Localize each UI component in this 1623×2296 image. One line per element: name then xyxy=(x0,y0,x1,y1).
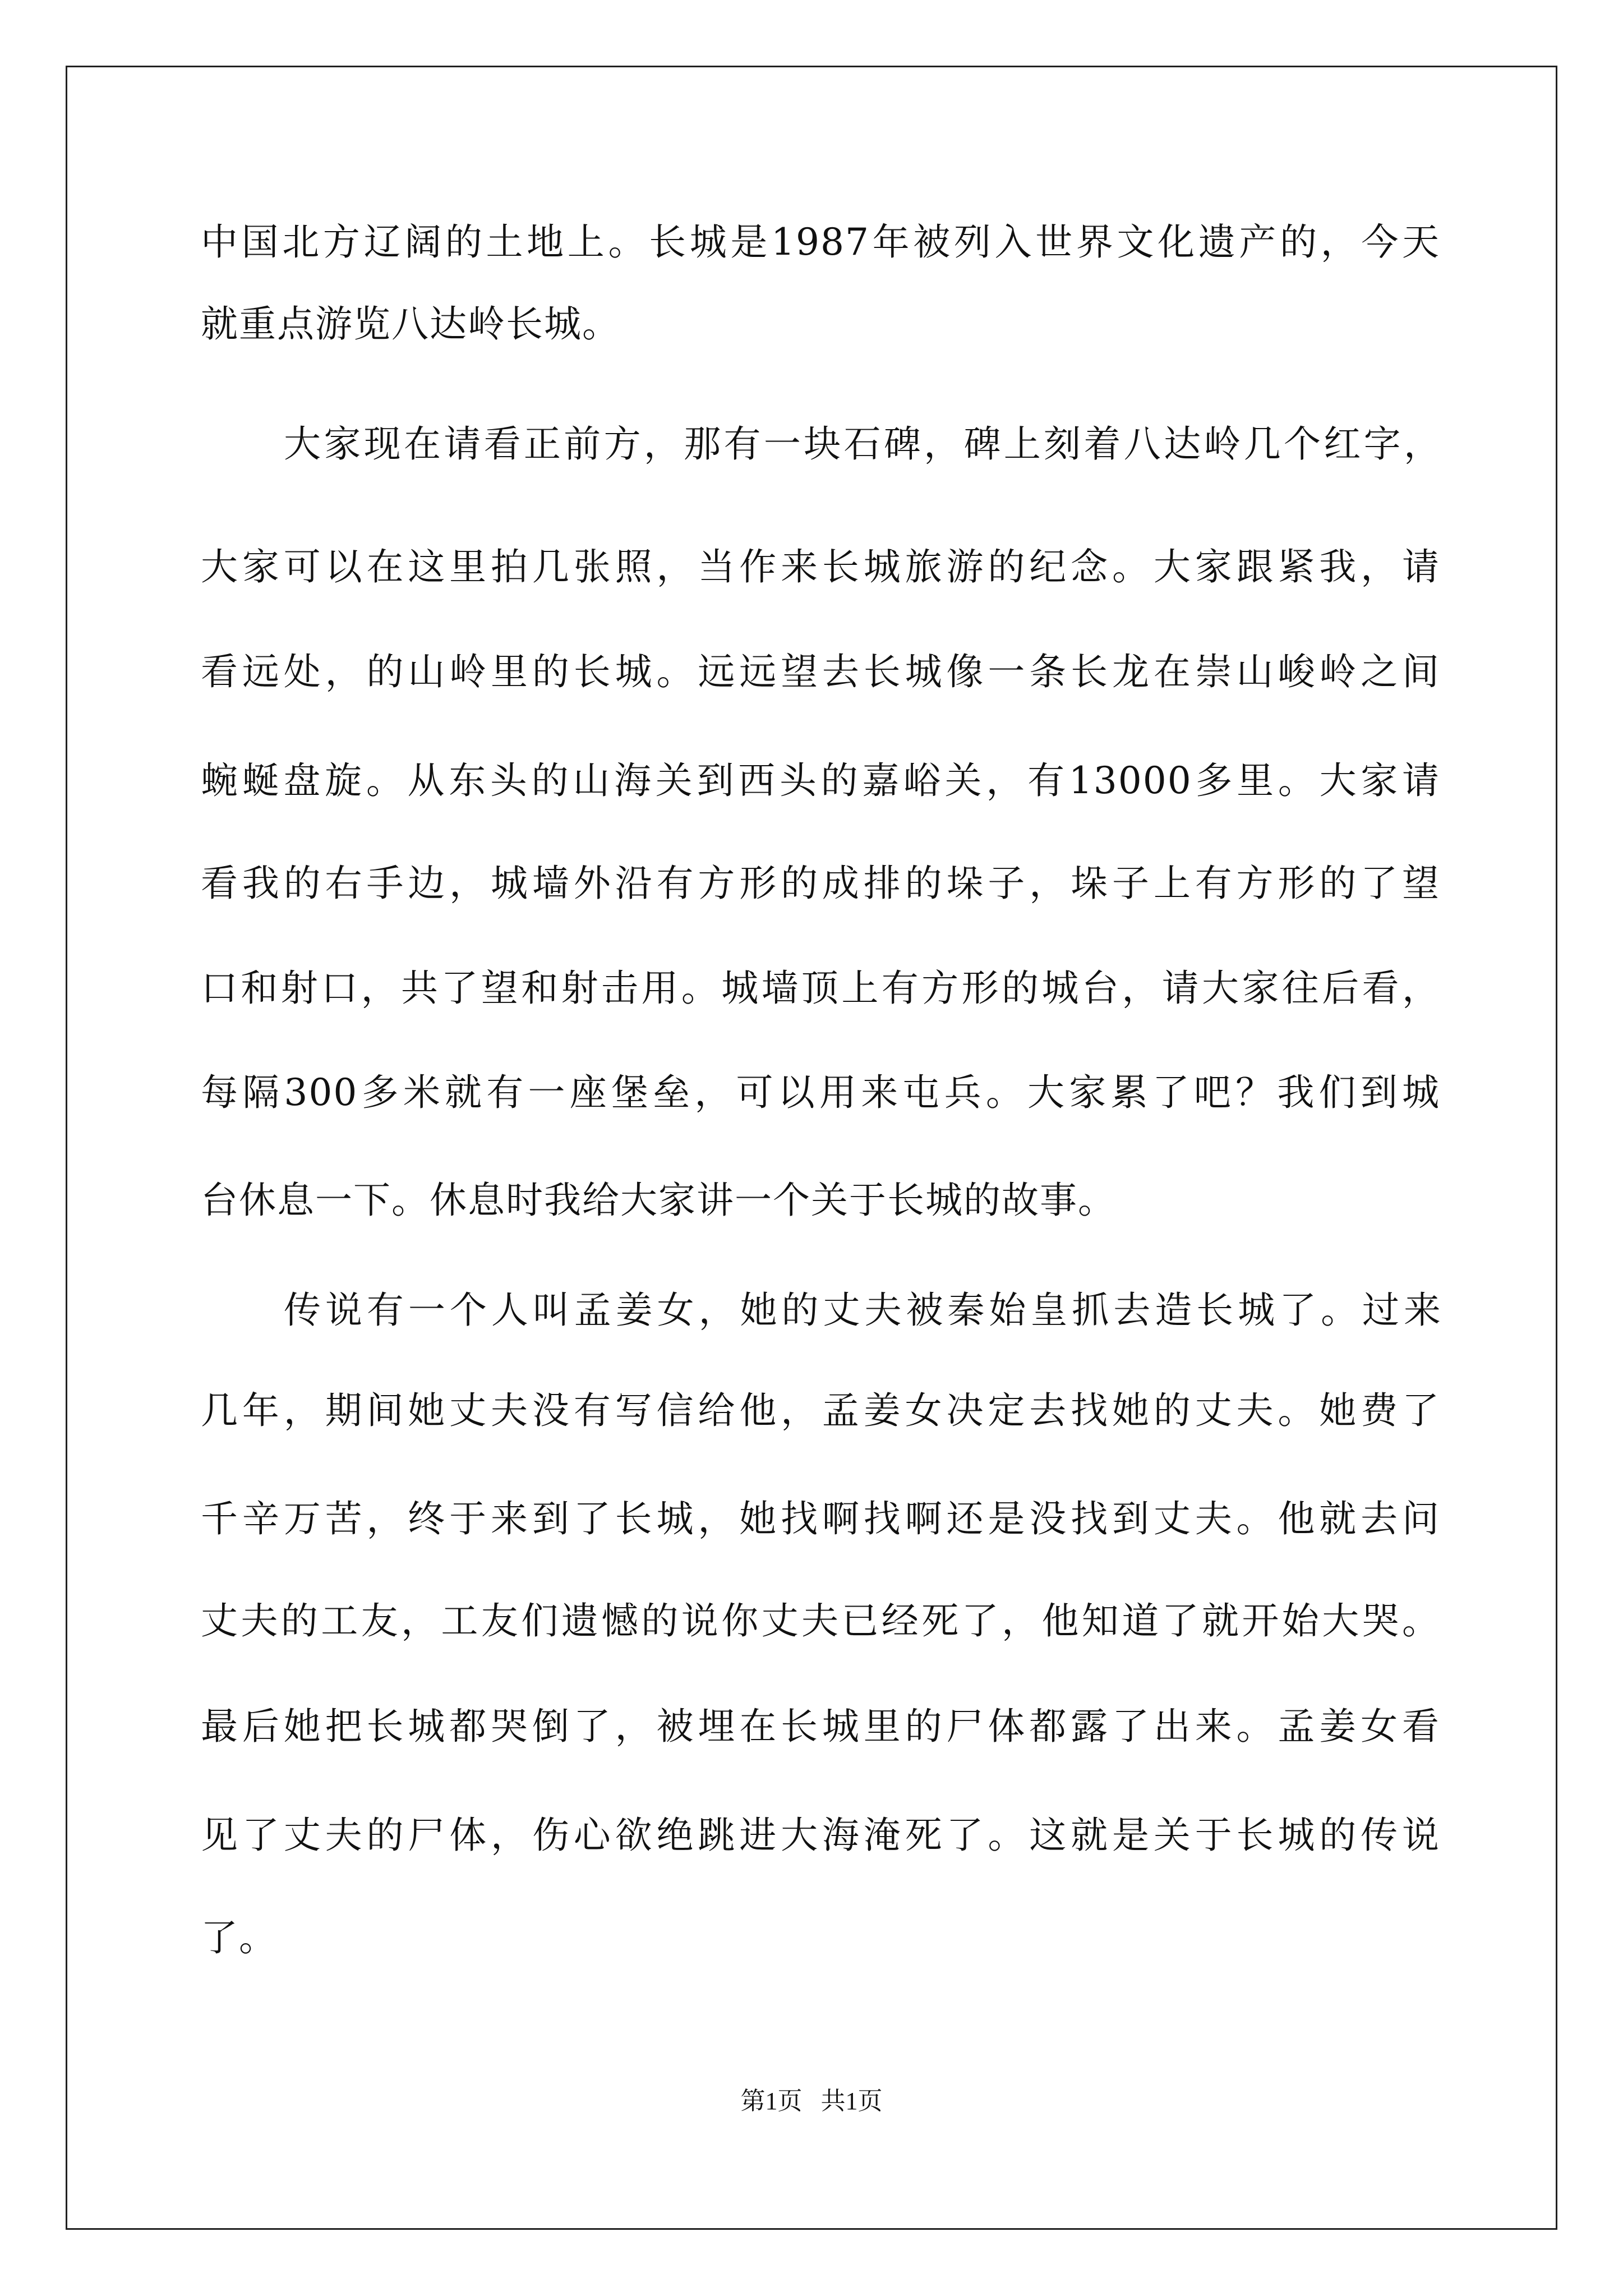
page-number-footer: 第1页 共1页 xyxy=(740,2087,883,2115)
text-line: 中国北方辽阔的土地上。长城是1987年被列入世界文化遗产的，今天 xyxy=(201,220,1440,264)
text-line: 台休息一下。休息时我给大家讲一个关于长城的故事。 xyxy=(201,1179,1116,1222)
text-line: 看我的右手边，城墙外沿有方形的成排的垛子，垛子上有方形的了望 xyxy=(201,862,1440,905)
text-line: 每隔300多米就有一座堡垒，可以用来屯兵。大家累了吧？我们到城 xyxy=(201,1071,1440,1114)
text-line: 丈夫的工友，工友们遗憾的说你丈夫已经死了，他知道了就开始大哭。 xyxy=(201,1599,1440,1642)
text-line: 就重点游览八达岭长城。 xyxy=(201,302,620,346)
paragraph-start-line: 大家现在请看正前方，那有一块石碑，碑上刻着八达岭几个红字， xyxy=(284,422,1442,466)
text-line: 看远处，的山岭里的长城。远远望去长城像一条长龙在崇山峻岭之间 xyxy=(201,650,1440,693)
text-line: 了。 xyxy=(201,1916,277,1959)
text-line: 口和射口，共了望和射击用。城墙顶上有方形的城台，请大家往后看， xyxy=(201,967,1440,1010)
paragraph-start-line: 传说有一个人叫孟姜女，她的丈夫被秦始皇抓去造长城了。过来 xyxy=(284,1289,1442,1332)
text-line: 见了丈夫的尸体，伤心欲绝跳进大海淹死了。这就是关于长城的传说 xyxy=(201,1814,1440,1857)
text-line: 蜿蜒盘旋。从东头的山海关到西头的嘉峪关，有13000多里。大家请 xyxy=(201,759,1440,802)
text-line: 最后她把长城都哭倒了，被埋在长城里的尸体都露了出来。孟姜女看 xyxy=(201,1705,1440,1748)
text-line: 大家可以在这里拍几张照，当作来长城旅游的纪念。大家跟紧我，请 xyxy=(201,545,1440,588)
text-line: 千辛万苦，终于来到了长城，她找啊找啊还是没找到丈夫。他就去问 xyxy=(201,1497,1440,1540)
text-line: 几年，期间她丈夫没有写信给他，孟姜女决定去找她的丈夫。她费了 xyxy=(201,1389,1440,1432)
